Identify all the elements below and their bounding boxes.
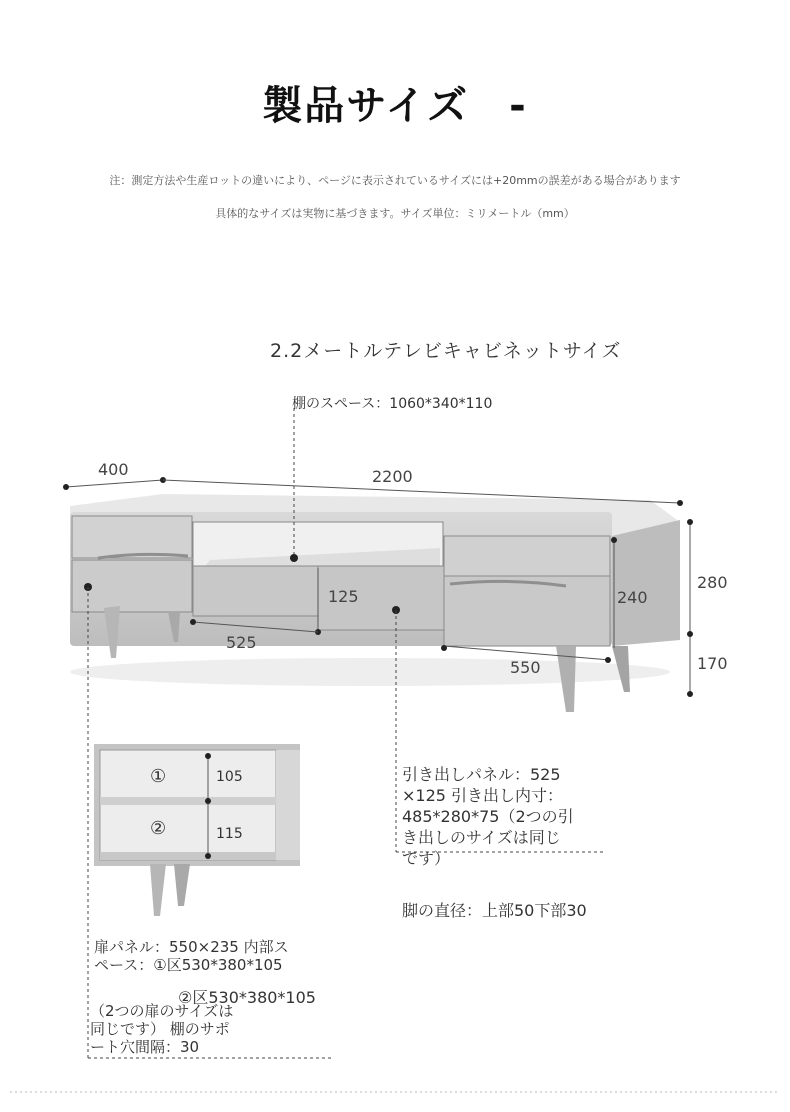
drawer-description [402,764,574,869]
drawer-desc-line-1: 引き出しパネル：525 [402,765,561,784]
inset-bottom-board [100,852,276,860]
door-description-cont [90,1002,233,1056]
drawer-height-label: 125 [328,587,359,606]
left-upper-panel [72,516,192,558]
leg-diameter-label: 脚の直径：上部50下部30 [402,901,587,920]
shelf-space-label: 棚のスペース：1060*340*110 [292,396,493,412]
inset-point-bottom [205,853,211,859]
door-desc-line-1: 扉パネル：550×235 内部ス [94,938,289,956]
note-line-2: 具体的なサイズは実物に基づきます。サイズ単位：ミリメートル（mm） [215,207,575,220]
subtitle: 2.2メートルテレビキャビネットサイズ [270,340,622,362]
inset-point-top [205,753,211,759]
drawer-desc-line-4: き出しのサイズは同じ [402,828,561,847]
drawer-desc-line-5: です） [402,849,451,868]
length-point [677,500,683,506]
cabinet-right-side [612,520,680,646]
inset-upper-height: 105 [216,769,243,785]
height-point-bottom [687,691,693,697]
inset-shelf-board [100,797,276,805]
note-line-1: 注：測定方法や生産ロットの違いにより、ページに表示されているサイズには+20mmの誤差がある場合があります [109,174,681,187]
door-height-point [611,537,617,543]
drawer-desc-line-2: ×125 引き出し内寸： [402,786,564,805]
height-point-top [687,519,693,525]
drawer-width-label: 525 [226,633,257,652]
door-width-label: 550 [510,658,541,677]
inset-upper-number: ① [150,766,167,787]
leg-height-label: 170 [697,654,728,673]
floor-shadow [70,658,670,686]
depth-label: 400 [98,460,129,479]
length-label: 2200 [372,467,413,486]
right-upper-panel [444,536,610,576]
drawer-desc-line-3: 485*280*75（2つの引 [402,807,574,826]
inset-door-edge [276,750,300,860]
title-dash: - [509,83,528,129]
title-text: 製品サイズ [262,83,470,129]
door-width-point-a [441,645,447,651]
inset-point-mid [205,798,211,804]
door-desc-line-2: ペース：①区530*380*105 [94,956,283,974]
right-lower-panel [444,576,610,646]
drawer-left [193,566,318,616]
shelf-space-point [290,554,298,562]
inset-lower-number: ② [150,818,167,839]
depth-point-a [63,484,69,490]
inset-leg-b [174,864,190,906]
door-desc-line-6: ート穴間隔：30 [90,1038,200,1056]
door-width-point-b [605,657,611,663]
height-point-mid [687,631,693,637]
inset-lower-height: 115 [216,826,243,842]
door-description [94,938,289,974]
inset-leg-a [150,864,166,916]
door-desc-line-3: ②区530*380*105 [178,988,316,1007]
door-desc-line-4: （2つの扉のサイズは [90,1002,234,1020]
depth-dimension-line [66,480,163,487]
door-desc-line-5: 同じです） 棚のサポ [90,1020,230,1038]
door-height-label: 240 [617,588,648,607]
body-height-label: 280 [697,573,728,592]
drawer-width-point [190,619,196,625]
